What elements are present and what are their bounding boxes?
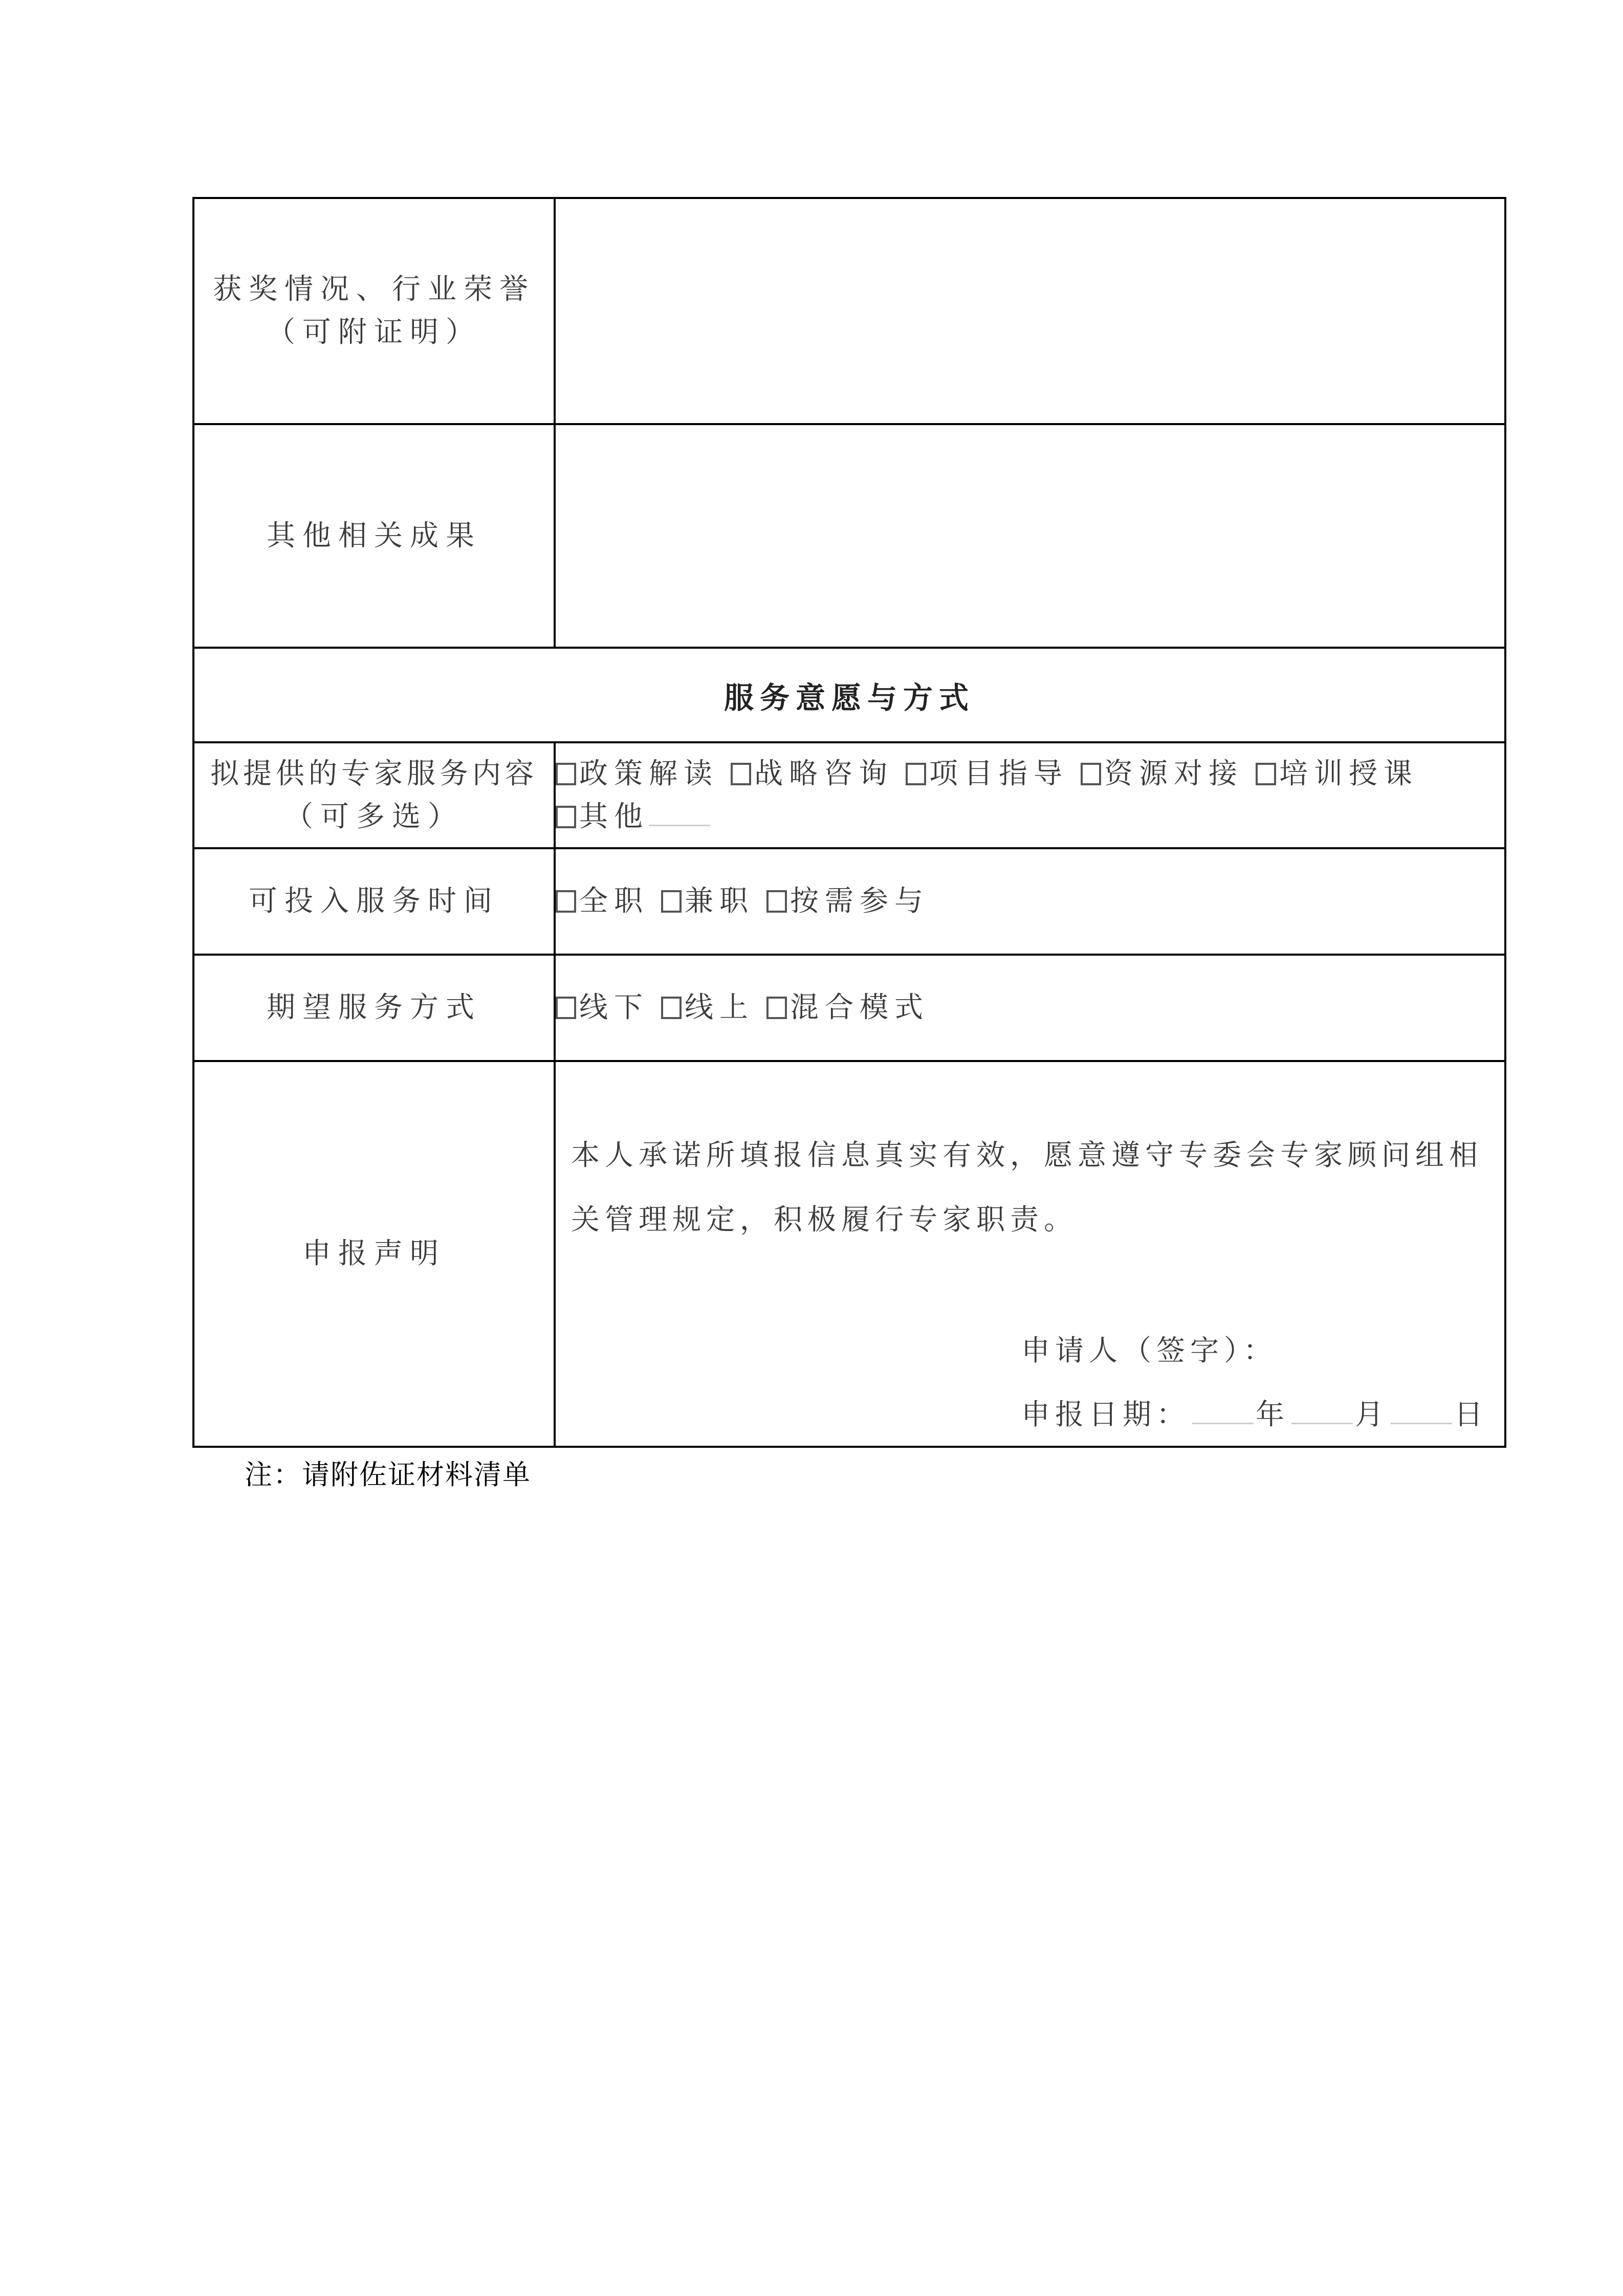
signature-label: 申请人（签字）： (1021, 1334, 1277, 1367)
service-time-label: 可投入服务时间 (193, 848, 555, 955)
service-time-options (555, 848, 1505, 955)
option-resource-matching[interactable]: 资源对接 (1081, 753, 1243, 796)
signature-line (1021, 1328, 1277, 1369)
service-content-label: 拟提供的专家服务内容 (210, 757, 538, 790)
option-strategy-consulting[interactable]: 战略咨询 (731, 753, 893, 796)
checkbox-icon[interactable] (556, 997, 576, 1019)
service-content-label-cell (193, 742, 555, 848)
option-hybrid[interactable]: 混合模式 (766, 986, 929, 1029)
awards-label-note: （可附证明） (267, 316, 481, 349)
declaration-row (193, 1061, 1505, 1447)
year-blank-field[interactable] (1192, 1419, 1254, 1424)
awards-label: 获奖情况、行业荣誉 (213, 273, 535, 306)
checkbox-icon[interactable] (906, 763, 926, 785)
service-time-row (193, 848, 1505, 955)
checkbox-icon[interactable] (661, 890, 682, 913)
other-blank-field[interactable] (649, 820, 710, 826)
month-label: 月 (1355, 1398, 1389, 1431)
checkbox-icon[interactable] (1081, 763, 1101, 785)
section-header-row (193, 648, 1505, 742)
service-mode-row (193, 955, 1505, 1061)
checkbox-icon[interactable] (766, 890, 787, 913)
other-achievements-row (193, 424, 1505, 648)
service-content-options (555, 742, 1505, 848)
date-label: 申报日期： (1021, 1398, 1190, 1431)
option-project-guidance[interactable]: 项目指导 (906, 753, 1068, 796)
checkbox-icon[interactable] (661, 997, 682, 1019)
option-on-demand[interactable]: 按需参与 (766, 880, 929, 923)
awards-input-cell[interactable] (555, 198, 1505, 424)
option-part-time[interactable]: 兼职 (661, 880, 754, 923)
footnote: 注：请附佐证材料清单 (245, 1460, 531, 1490)
service-mode-label: 期望服务方式 (193, 955, 555, 1061)
option-online[interactable]: 线上 (661, 986, 754, 1029)
day-label: 日 (1454, 1398, 1488, 1431)
date-line (1021, 1392, 1488, 1433)
option-other[interactable]: 其他 (556, 796, 710, 838)
day-blank-field[interactable] (1391, 1419, 1452, 1424)
checkbox-icon[interactable] (1256, 763, 1276, 785)
other-achievements-input-cell[interactable] (555, 424, 1505, 648)
declaration-cell (555, 1061, 1505, 1447)
awards-label-cell (193, 198, 555, 424)
declaration-text: 本人承诺所填报信息真实有效，愿意遵守专委会专家顾问组相关管理规定，积极履行专家职责。 (571, 1139, 1483, 1237)
application-form-table (192, 197, 1506, 1448)
checkbox-icon[interactable] (556, 763, 576, 785)
declaration-label: 申报声明 (193, 1061, 555, 1447)
awards-row (193, 198, 1505, 424)
checkbox-icon[interactable] (556, 806, 576, 828)
option-training-teaching[interactable]: 培训授课 (1256, 753, 1418, 796)
year-label: 年 (1256, 1398, 1289, 1431)
service-content-row (193, 742, 1505, 848)
checkbox-icon[interactable] (766, 997, 787, 1019)
month-blank-field[interactable] (1291, 1419, 1353, 1424)
option-policy-interpretation[interactable]: 政策解读 (556, 753, 718, 796)
option-full-time[interactable]: 全职 (556, 880, 649, 923)
section-header-service-willingness: 服务意愿与方式 (193, 648, 1505, 742)
service-mode-options (555, 955, 1505, 1061)
checkbox-icon[interactable] (731, 763, 751, 785)
option-offline[interactable]: 线下 (556, 986, 649, 1029)
other-achievements-label: 其他相关成果 (193, 424, 555, 648)
service-content-label-note: （可多选） (284, 800, 464, 833)
checkbox-icon[interactable] (556, 890, 576, 913)
